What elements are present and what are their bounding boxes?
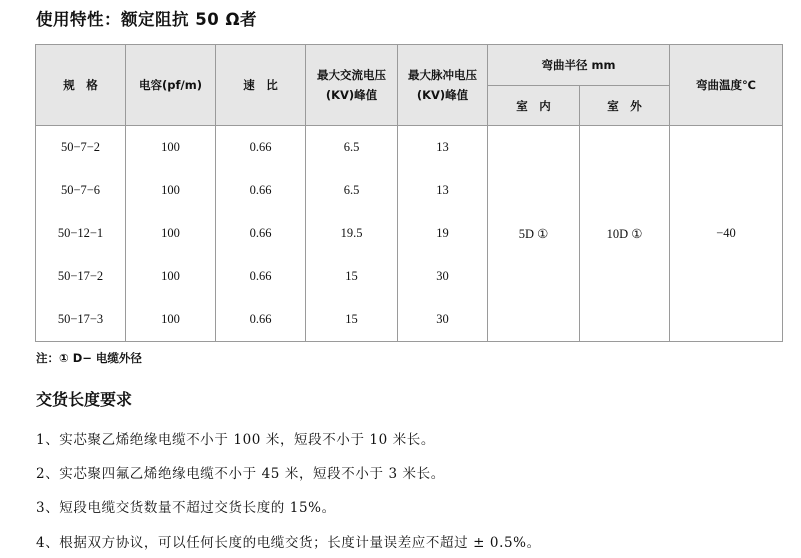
header-indoor: 室 内 [488, 86, 580, 126]
cell-speed-ratio: 0.66 [216, 212, 306, 255]
page-title: 使用特性：额定阻抗 50 Ω者 [36, 10, 257, 29]
cell-capacitance: 100 [126, 212, 216, 255]
cell-ac-voltage: 19.5 [306, 212, 398, 255]
table-footnote: 注：① D− 电缆外径 [36, 351, 142, 365]
cell-ac-voltage: 6.5 [306, 126, 398, 170]
header-speed-ratio: 速 比 [216, 45, 306, 126]
cell-ac-voltage: 6.5 [306, 169, 398, 212]
header-ac-voltage-line1: 最大交流电压 [317, 68, 386, 82]
delivery-item: 1、实芯聚乙烯绝缘电缆不小于 100 米，短段不小于 10 米长。 [36, 432, 435, 448]
header-pulse-voltage-line2: (KV)峰值 [416, 88, 469, 102]
cell-capacitance: 100 [126, 298, 216, 342]
cell-spec: 50−7−2 [36, 126, 126, 170]
cell-speed-ratio: 0.66 [216, 298, 306, 342]
header-pulse-voltage-line1: 最大脉冲电压 [408, 68, 477, 82]
header-spec: 规 格 [36, 45, 126, 126]
cell-spec: 50−17−2 [36, 255, 126, 298]
cell-spec: 50−7−6 [36, 169, 126, 212]
cell-pulse-voltage: 19 [398, 212, 488, 255]
delivery-section-title: 交货长度要求 [36, 390, 133, 409]
cell-capacitance: 100 [126, 126, 216, 170]
cell-speed-ratio: 0.66 [216, 169, 306, 212]
delivery-item: 3、短段电缆交货数量不超过交货长度的 15%。 [36, 500, 336, 516]
cell-speed-ratio: 0.66 [216, 255, 306, 298]
cell-pulse-voltage: 30 [398, 255, 488, 298]
cell-pulse-voltage: 13 [398, 126, 488, 170]
cell-spec: 50−17−3 [36, 298, 126, 342]
table-row [36, 126, 783, 170]
header-pulse-voltage [398, 45, 488, 126]
cell-pulse-voltage: 30 [398, 298, 488, 342]
header-bend-temp: 弯曲温度℃ [670, 45, 783, 126]
spec-table [35, 44, 783, 342]
cell-ac-voltage: 15 [306, 255, 398, 298]
cell-ac-voltage: 15 [306, 298, 398, 342]
delivery-item: 2、实芯聚四氟乙烯绝缘电缆不小于 45 米，短段不小于 3 米长。 [36, 466, 445, 482]
cell-pulse-voltage: 13 [398, 169, 488, 212]
cell-bend-temp: −40 [670, 126, 783, 342]
delivery-item: 4、根据双方协议，可以任何长度的电缆交货；长度计量误差应不超过 ± 0.5%。 [36, 535, 541, 551]
header-outdoor: 室 外 [580, 86, 670, 126]
header-bend-radius: 弯曲半径 mm [488, 45, 670, 86]
header-ac-voltage-line2: (KV)峰值 [325, 88, 378, 102]
header-capacitance: 电容(pf/m) [126, 45, 216, 126]
cell-indoor-radius: 5D ① [488, 126, 580, 342]
header-ac-voltage [306, 45, 398, 126]
cell-spec: 50−12−1 [36, 212, 126, 255]
cell-capacitance: 100 [126, 255, 216, 298]
cell-capacitance: 100 [126, 169, 216, 212]
cell-outdoor-radius: 10D ① [580, 126, 670, 342]
cell-speed-ratio: 0.66 [216, 126, 306, 170]
